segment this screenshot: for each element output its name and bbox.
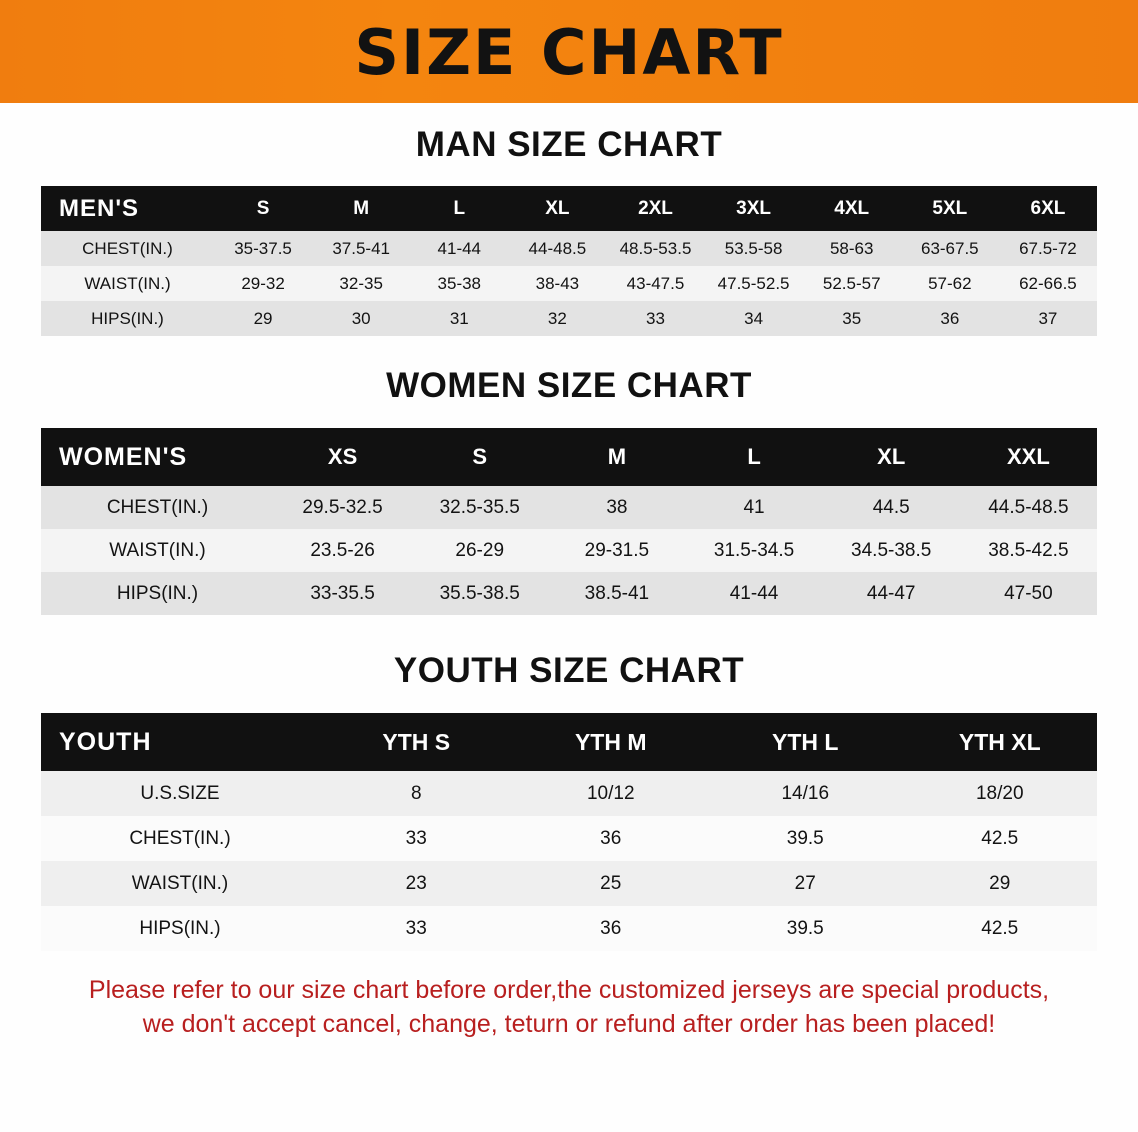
table-cell: 33-35.5 [274,572,411,615]
women-table-body [41,486,1097,615]
order-policy-note [36,973,1102,1041]
table-row [41,572,1097,615]
man-table-body [41,231,1097,336]
table-row [41,771,1097,816]
women-size-table [41,428,1097,615]
table-cell: 38.5-41 [548,572,685,615]
women-table-head [41,428,1097,486]
table-row [41,816,1097,861]
table-cell: 33 [319,906,514,951]
table-cell: 25 [514,861,709,906]
table-cell: 38-43 [508,266,606,301]
table-cell: 29 [214,301,312,336]
table-cell: 35-37.5 [214,231,312,266]
table-cell: 27 [708,861,903,906]
table-cell: 31.5-34.5 [685,529,822,572]
table-row [41,529,1097,572]
table-cell: 23 [319,861,514,906]
youth-size-table [41,713,1097,951]
table-cell: 33 [319,816,514,861]
youth-row-label: HIPS(IN.) [41,906,319,951]
table-cell: 62-66.5 [999,266,1097,301]
table-cell: 44.5-48.5 [960,486,1097,529]
table-row [41,301,1097,336]
table-cell: 32-35 [312,266,410,301]
men-column-header: 3XL [705,186,803,231]
table-cell: 23.5-26 [274,529,411,572]
table-cell: 32 [508,301,606,336]
youth-column-header: YTH L [708,713,903,771]
man-size-table [41,186,1097,336]
women-row-label: HIPS(IN.) [41,572,274,615]
table-cell: 58-63 [803,231,901,266]
page-title: SIZE CHART [354,15,784,89]
table-row [41,906,1097,951]
table-cell: 37.5-41 [312,231,410,266]
table-cell: 31 [410,301,508,336]
table-cell: 29-31.5 [548,529,685,572]
women-column-header: S [411,428,548,486]
table-cell: 44-48.5 [508,231,606,266]
men-row-label: CHEST(IN.) [41,231,214,266]
table-cell: 30 [312,301,410,336]
table-cell: 14/16 [708,771,903,816]
men-column-header: L [410,186,508,231]
table-cell: 41-44 [410,231,508,266]
table-cell: 37 [999,301,1097,336]
table-cell: 32.5-35.5 [411,486,548,529]
youth-row-label: CHEST(IN.) [41,816,319,861]
note-line-1: Please refer to our size chart before order,the customized jerseys are special products, [88,976,1050,1004]
table-cell: 48.5-53.5 [606,231,704,266]
table-cell: 26-29 [411,529,548,572]
women-column-header: XS [274,428,411,486]
men-column-header: M [312,186,410,231]
youth-column-header: YTH XL [903,713,1098,771]
men-corner-label: MEN'S [41,186,214,231]
table-cell: 57-62 [901,266,999,301]
table-cell: 33 [606,301,704,336]
table-cell: 67.5-72 [999,231,1097,266]
table-row [41,231,1097,266]
table-cell: 36 [514,816,709,861]
youth-row-label: U.S.SIZE [41,771,319,816]
table-cell: 38.5-42.5 [960,529,1097,572]
page-banner [0,0,1138,103]
man-table-wrapper [0,186,1138,336]
table-cell: 8 [319,771,514,816]
women-column-header: XXL [960,428,1097,486]
women-table-wrapper [0,428,1138,615]
man-table-head [41,186,1097,231]
table-row [41,861,1097,906]
youth-row-label: WAIST(IN.) [41,861,319,906]
youth-table-head [41,713,1097,771]
women-row-label: CHEST(IN.) [41,486,274,529]
women-corner-label: WOMEN'S [41,428,274,486]
youth-column-header: YTH M [514,713,709,771]
table-cell: 42.5 [903,906,1098,951]
youth-column-header: YTH S [319,713,514,771]
table-cell: 18/20 [903,771,1098,816]
table-cell: 36 [514,906,709,951]
men-column-header: 4XL [803,186,901,231]
table-header-row [41,713,1097,771]
table-cell: 35-38 [410,266,508,301]
table-cell: 10/12 [514,771,709,816]
women-column-header: XL [823,428,960,486]
table-cell: 35.5-38.5 [411,572,548,615]
table-cell: 39.5 [708,906,903,951]
men-column-header: XL [508,186,606,231]
table-row [41,266,1097,301]
table-cell: 38 [548,486,685,529]
table-cell: 47-50 [960,572,1097,615]
table-cell: 29.5-32.5 [274,486,411,529]
table-cell: 29 [903,861,1098,906]
table-header-row [41,186,1097,231]
table-cell: 34.5-38.5 [823,529,960,572]
table-header-row [41,428,1097,486]
table-cell: 52.5-57 [803,266,901,301]
table-cell: 42.5 [903,816,1098,861]
table-cell: 44-47 [823,572,960,615]
women-column-header: L [685,428,822,486]
table-cell: 41 [685,486,822,529]
youth-table-wrapper [0,713,1138,951]
men-column-header: 6XL [999,186,1097,231]
table-cell: 41-44 [685,572,822,615]
table-cell: 39.5 [708,816,903,861]
table-cell: 44.5 [823,486,960,529]
youth-corner-label: YOUTH [41,713,319,771]
table-cell: 47.5-52.5 [705,266,803,301]
women-row-label: WAIST(IN.) [41,529,274,572]
men-column-header: 5XL [901,186,999,231]
table-cell: 29-32 [214,266,312,301]
table-cell: 63-67.5 [901,231,999,266]
youth-section-heading: YOUTH SIZE CHART [393,651,745,690]
men-column-header: 2XL [606,186,704,231]
youth-table-body [41,771,1097,951]
men-row-label: WAIST(IN.) [41,266,214,301]
table-cell: 43-47.5 [606,266,704,301]
note-line-2: we don't accept cancel, change, teturn or refund after order has been placed! [142,1010,996,1038]
table-cell: 36 [901,301,999,336]
men-row-label: HIPS(IN.) [41,301,214,336]
table-cell: 35 [803,301,901,336]
women-column-header: M [548,428,685,486]
table-cell: 53.5-58 [705,231,803,266]
table-row [41,486,1097,529]
table-cell: 34 [705,301,803,336]
women-section-heading: WOMEN SIZE CHART [386,366,752,405]
man-section-heading: MAN SIZE CHART [415,125,723,164]
men-column-header: S [214,186,312,231]
